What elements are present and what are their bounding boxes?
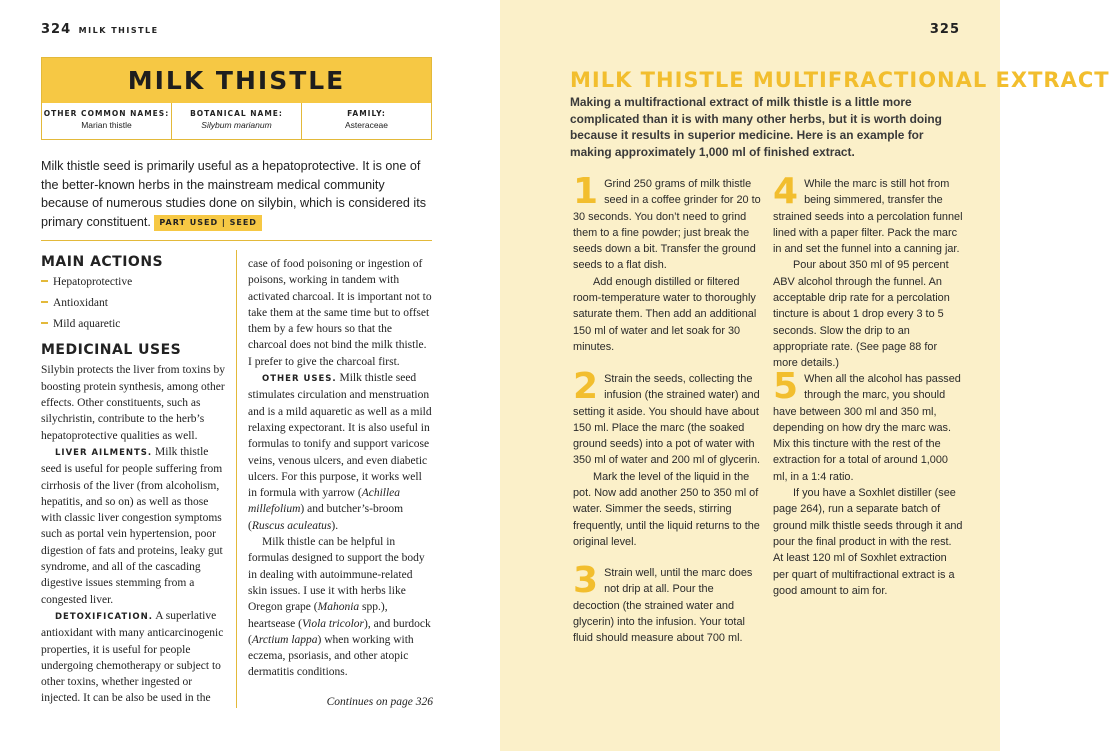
divider-vertical bbox=[236, 250, 237, 708]
step-number: 1 bbox=[573, 171, 599, 212]
recipe-intro: Making a multifractional extract of milk thistle is a little more complicated than it is with many other herbs, but it is worth doing because it results in superior medicine. Here is an example for making approximately 1,000 ml of finished extract. bbox=[570, 95, 942, 159]
step-text: If you have a Soxhlet distiller (see page 264), run a separate batch of ground milk thistle seeds through it and pour the final product in with the rest. At least 120 ml of Soxhlet extraction per quart of multifractional extract is a good amount to aim for. bbox=[773, 487, 963, 597]
herb-facts bbox=[42, 103, 431, 139]
fact-value: Silybum marianum bbox=[201, 120, 272, 130]
main-actions-list bbox=[41, 274, 226, 332]
step-text: When all the alcohol has passed through the marc, you should have between 300 ml and 350 ml, depending on how dry the marc was. Mix this tincture with the rest of the extraction for a total of around 1,000 ml, in a 1:4 ratio. bbox=[773, 373, 961, 483]
dash-bullet-icon bbox=[41, 280, 48, 282]
step-1 bbox=[573, 171, 763, 355]
right-page bbox=[500, 0, 1110, 751]
step-text: Grind 250 grams of milk thistle seed in a coffee grinder for 20 to 30 seconds. You don’t need to grind them to a fine powder; just break the seeds down a bit. Transfer the ground seeds to a flat dish. bbox=[573, 178, 761, 272]
list-item: Hepatoprotective bbox=[41, 274, 226, 290]
page-number-right: 325 bbox=[929, 22, 960, 37]
liver-ailments-paragraph: LIVER AILMENTS. Milk thistle seed is useful for people suffering from cirrhosis of the liver (from alcoholism, hepatitis, and so on) as well as those with classic liver congestion symptoms such as portal vein hypertension, poor digestion of fats and proteins, leaky gut syndrome, and all of the cascading digestive issues stemming from a congested liver. bbox=[41, 445, 223, 606]
continues-note: Continues on page 326 bbox=[326, 696, 433, 708]
step-text: While the marc is still hot from being simmered, transfer the strained seeds into a percolation funnel lined with a paper filter. Pack the marc in and set the funnel into a canning jar. bbox=[773, 178, 963, 256]
step-text: Pour about 350 ml of 95 percent ABV alcohol through the funnel. An acceptable drip rate for a percolation tincture is about 1 drop every 3 to 5 seconds. Slow the drip to an appropriate rate. (See page 88 for more details.) bbox=[773, 259, 950, 370]
section-name: MILK THISTLE bbox=[78, 26, 159, 35]
fact-family bbox=[302, 103, 431, 139]
step-number: 5 bbox=[773, 366, 799, 407]
fact-label: BOTANICAL NAME: bbox=[190, 109, 283, 118]
step-text: Mark the level of the liquid in the pot. Now add another 250 to 350 ml of water. Simmer the seeds, stirring frequently, until the liquid returns to the original level. bbox=[573, 470, 760, 548]
step-2 bbox=[573, 366, 763, 550]
detoxification-heading: DETOXIFICATION. bbox=[55, 611, 153, 622]
step-number: 4 bbox=[773, 171, 799, 212]
recipe-title: MILK THISTLE MULTIFRACTIONAL EXTRACT bbox=[570, 68, 1110, 92]
part-used-badge: PART USED | SEED bbox=[154, 215, 262, 231]
step-text: Strain well, until the marc does not drip at all. Pour the decoction (the strained water and glycerin) into the infusion. Your total fluid should measure about 700 ml. bbox=[573, 567, 753, 645]
fact-value: Marian thistle bbox=[81, 120, 132, 130]
step-5 bbox=[773, 366, 963, 599]
medicinal-uses-text: Silybin protects the liver from toxins by boosting protein synthesis, among other effects. Other constituents, such as silychristin, contribute to the herb’s hepatoprotective qualities as well. bbox=[41, 364, 225, 442]
liver-ailments-heading: LIVER AILMENTS. bbox=[55, 447, 153, 458]
other-uses-heading: OTHER USES. bbox=[262, 374, 337, 385]
step-text: Add enough distilled or filtered room-temperature water to thoroughly saturate them. Then add an additional 150 ml of water and let soak for 30 minutes. bbox=[573, 275, 757, 353]
step-number: 3 bbox=[573, 560, 599, 601]
skin-issues-paragraph: Milk thistle can be helpful in formulas designed to support the body in dealing with autoimmune-related skin issues. I use it with herbs like Oregon grape (Mahonia spp.), heartsease (Viola tricolor), and burdock (Arctium lappa) when working with eczema, psoriasis, and other atopic dermatitis conditions. bbox=[248, 536, 431, 679]
list-item: Mild aquaretic bbox=[41, 316, 226, 332]
poisoning-paragraph: case of food poisoning or ingestion of poisons, working in tandem with activated charcoal. It is important not to take them at the same time but to offset them by a few hours so that the charcoal does not bind the milk thistle. I prefer to give the charcoal first. bbox=[248, 258, 432, 368]
list-item: Antioxidant bbox=[41, 295, 226, 311]
intro-text: Milk thistle seed is primarily useful as a hepatoprotective. It is one of the better-known herbs in the mainstream medical community because of numerous studies done on silybin, which is considered its primary constituent. bbox=[41, 159, 427, 229]
step-number: 2 bbox=[573, 366, 599, 407]
step-3 bbox=[573, 560, 763, 646]
herb-title: MILK THISTLE bbox=[42, 58, 431, 103]
detoxification-paragraph: DETOXIFICATION. A superlative antioxidant with many anticarcinogenic properties, it is useful for people undergoing chemotherapy or subject to other toxins, whether ingested or injected. It can be also be used in the bbox=[41, 609, 224, 705]
fact-botanical-name bbox=[172, 103, 302, 139]
divider-horizontal bbox=[41, 240, 432, 241]
medicinal-uses-heading: MEDICINAL USES bbox=[41, 342, 182, 359]
other-uses-paragraph: OTHER USES. Milk thistle seed stimulates circulation and menstruation and is a mild aquaretic as well as a mild relaxing expectorant. It is also useful in formulas to tonify and support varicose veins, venous ulcers, and even diabetic ulcers. For this purpose, it works well in formula with yarrow (Achillea millefolium) and butcher’s-broom (Ruscus aculeatus). bbox=[248, 372, 432, 532]
step-text: Strain the seeds, collecting the infusion (the strained water) and setting it aside. You should have about 150 ml. Place the marc (the soaked ground seeds) into a pot of water with 350 ml of water and 200 ml of glycerin. bbox=[573, 373, 761, 467]
main-actions-heading: MAIN ACTIONS bbox=[41, 254, 164, 270]
fact-common-names bbox=[42, 103, 172, 139]
page-number-left: 324 bbox=[41, 22, 72, 37]
dash-bullet-icon bbox=[41, 322, 48, 324]
dash-bullet-icon bbox=[41, 301, 48, 303]
left-page bbox=[0, 0, 500, 751]
fact-value: Asteraceae bbox=[345, 120, 388, 130]
fact-label: FAMILY: bbox=[347, 109, 386, 118]
step-4 bbox=[773, 171, 963, 372]
running-header-left bbox=[41, 22, 159, 37]
text-column-2 bbox=[248, 256, 433, 681]
fact-label: OTHER COMMON NAMES: bbox=[43, 109, 170, 118]
herb-title-box bbox=[41, 57, 432, 140]
intro-paragraph bbox=[41, 157, 433, 231]
text-column-1 bbox=[41, 254, 226, 707]
